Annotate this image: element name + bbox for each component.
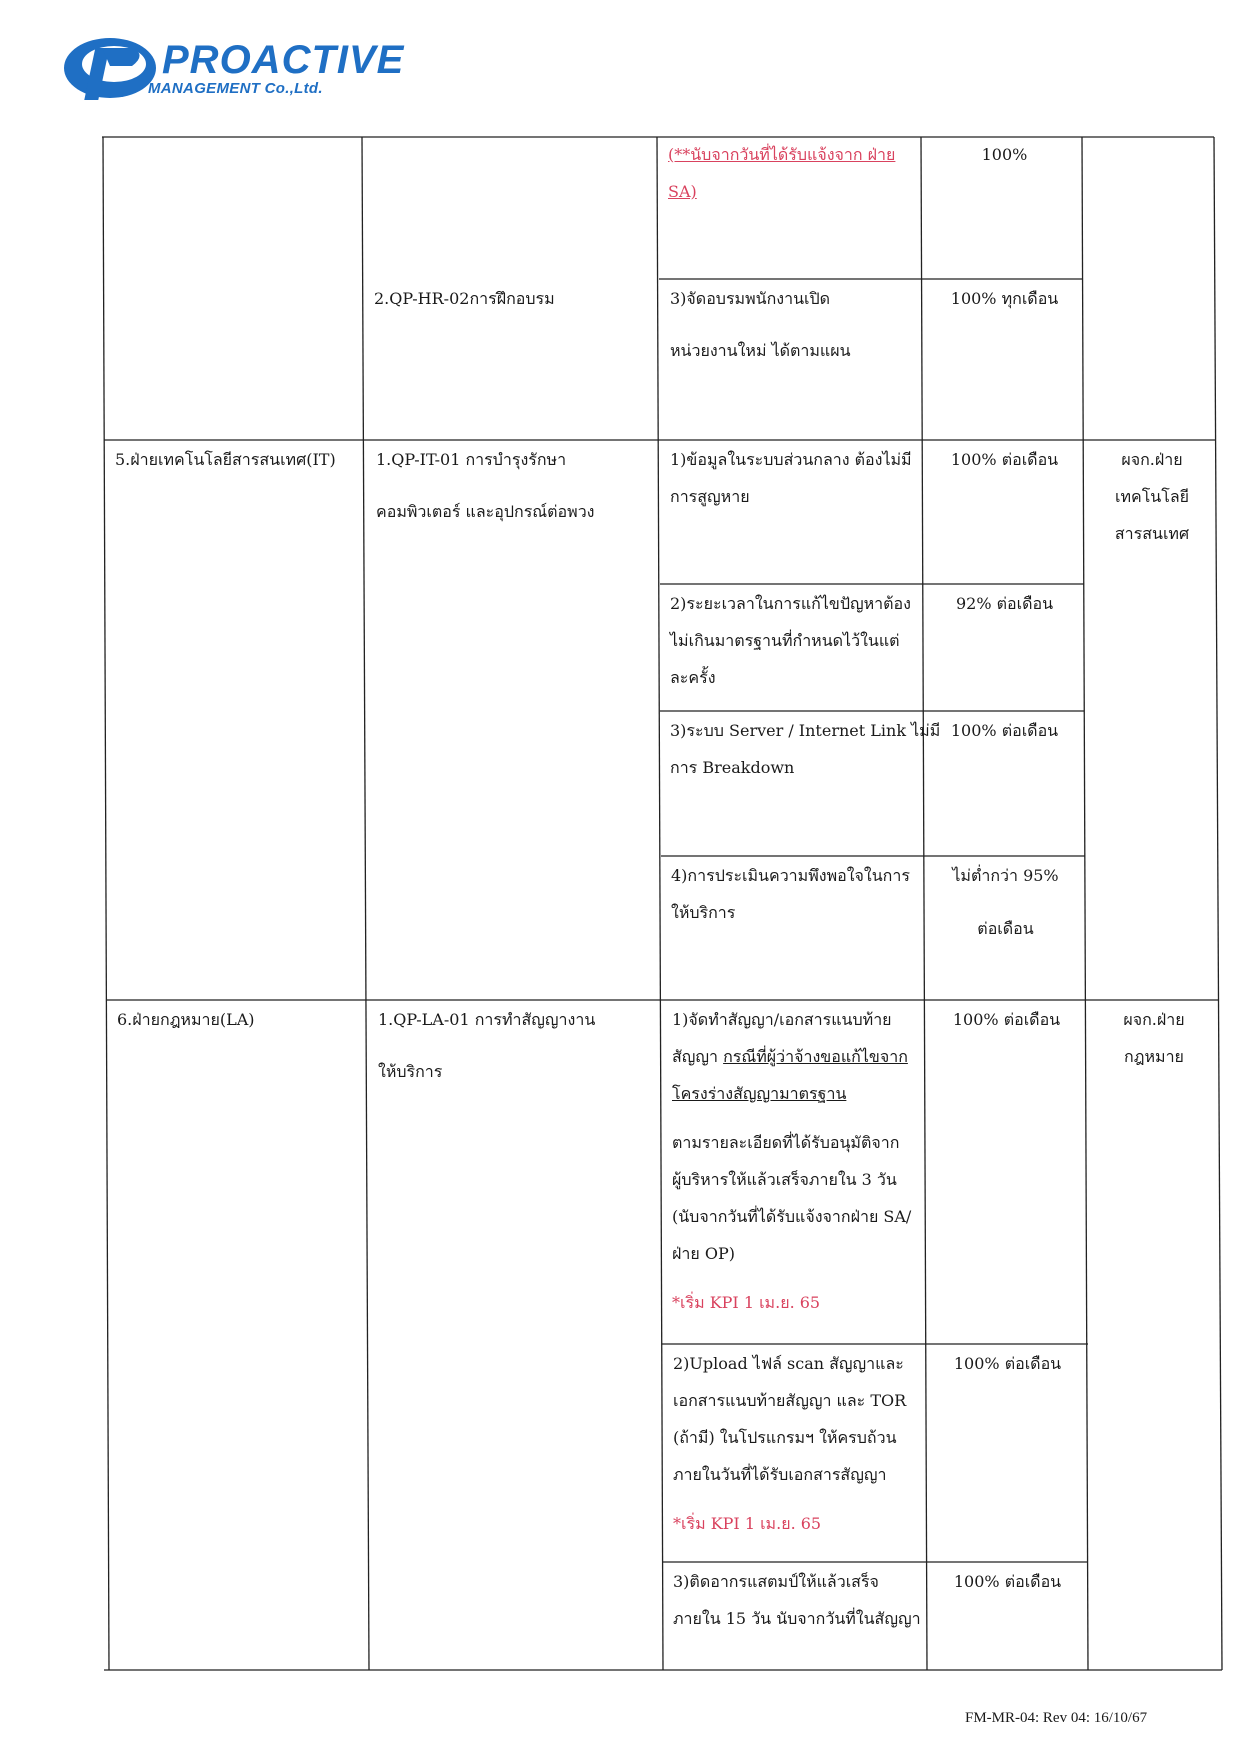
kpi-cell-la-2 [673,1345,906,1542]
kpi-start-note: *เริ่ม KPI 1 เม.ย. 65 [673,1514,822,1533]
kpi-text-line: ให้บริการ [671,903,736,922]
kpi-text-line: 1)ข้อมูลในระบบส่วนกลาง ต้องไม่มี [670,450,912,469]
owner-cell-la [1090,1001,1218,1075]
kpi-cell-it-2 [670,585,911,696]
kpi-text-line: โครงร่างสัญญามาตรฐาน [672,1084,847,1103]
procedure-cell-qp-hr-02 [374,280,555,317]
target-text: 100% ต่อเดือน [953,1572,1062,1591]
kpi-text-line: 4)การประเมินความพึงพอใจในการ [671,866,910,885]
target-cell [930,1345,1085,1382]
kpi-text-line: SA) [668,182,697,201]
department-text: 5.ฝ่ายเทคโนโลยีสารสนเทศ(IT) [115,450,336,469]
kpi-cell-sa-continuation [668,136,895,210]
kpi-cell-it-1 [670,441,912,515]
kpi-text-line: 3)ติดอากรแสตมป์ให้แล้วเสร็จ [673,1572,879,1591]
owner-cell-it [1088,441,1216,552]
kpi-text-line: 3)ระบบ Server / Internet Link ไม่มี [670,721,941,740]
owner-text: ผจก.ฝ่าย [1121,450,1183,469]
kpi-text-line: ไม่เกินมาตรฐานที่กำหนดไว้ในแต่ [670,631,900,650]
procedure-cell-qp-la-01 [378,1001,595,1090]
procedure-cell-qp-it-01 [376,441,594,530]
department-text: 6.ฝ่ายกฎหมาย(LA) [117,1010,255,1029]
target-cell [927,136,1082,173]
logo-subtitle: MANAGEMENT Co.,Ltd. [148,80,323,97]
target-text: 100% ต่อเดือน [953,1354,1062,1373]
kpi-text-line: (**นับจากวันที่ได้รับแจ้งจาก ฝ่าย [668,145,896,164]
kpi-cell-la-1 [672,1001,911,1321]
kpi-text-line: ละครั้ง [670,668,716,687]
kpi-text-line: เอกสารแนบท้ายสัญญา และ TOR [673,1391,907,1410]
kpi-text-line: ฝ่าย OP) [672,1244,735,1263]
target-cell [927,712,1082,749]
kpi-text-line: ผู้บริหารให้แล้วเสร็จภายใน 3 วัน [672,1170,897,1189]
target-text: ไม่ต่ำกว่า 95% [952,866,1059,885]
kpi-cell-it-4 [671,857,910,931]
target-cell [930,1563,1085,1600]
kpi-text-line: (ถ้ามี) ในโปรแกรมฯ ให้ครบถ้วน [673,1428,897,1447]
kpi-text-line: ภายในวันที่ได้รับเอกสารสัญญา [673,1465,887,1484]
kpi-text-line: 2)ระยะเวลาในการแก้ไขปัญหาต้อง [670,594,911,613]
kpi-cell-training [670,280,851,369]
kpi-text-line: 3)จัดอบรมพนักงานเปิด [670,289,831,308]
kpi-cell-it-3 [670,712,940,786]
target-cell [927,585,1082,622]
owner-text: สารสนเทศ [1114,524,1190,543]
kpi-text-line: การสูญหาย [670,487,750,506]
owner-text: กฎหมาย [1124,1047,1184,1066]
kpi-text-line: การ Breakdown [670,758,795,777]
target-text: 100% ต่อเดือน [950,721,1059,740]
kpi-text-line: ตามรายละเอียดที่ได้รับอนุมัติจาก [672,1133,900,1152]
target-text: 100% [981,145,1028,164]
kpi-text-line [672,1038,911,1075]
procedure-text: คอมพิวเตอร์ และอุปกรณ์ต่อพวง [376,502,595,521]
target-cell [929,1001,1084,1038]
kpi-cell-la-3 [673,1563,921,1637]
owner-text: ผจก.ฝ่าย [1123,1010,1185,1029]
target-text: 92% ต่อเดือน [955,594,1054,613]
procedure-text: 1.QP-LA-01 การทำสัญญางาน [378,1010,596,1029]
target-text: ต่อเดือน [977,919,1034,938]
department-cell-it [115,441,336,478]
kpi-text-line: ภายใน 15 วัน นับจากวันที่ในสัญญา [673,1609,921,1628]
target-text: 100% ทุกเดือน [950,289,1059,308]
kpi-text-underlined: กรณีที่ผู้ว่าจ้างขอแก้ไขจาก [723,1047,908,1066]
target-text: 100% ต่อเดือน [952,1010,1061,1029]
kpi-text-plain: สัญญา [672,1047,724,1066]
kpi-text-line: 2)Upload ไฟล์ scan สัญญาและ [673,1354,904,1373]
kpi-text-line: (นับจากวันที่ได้รับแจ้งจากฝ่าย SA/ [672,1207,912,1226]
kpi-text-line: 1)จัดทำสัญญา/เอกสารแนบท้าย [672,1010,892,1029]
target-cell [927,280,1082,317]
target-cell [927,441,1082,478]
target-cell [928,857,1083,947]
document-code-footer: FM-MR-04: Rev 04: 16/10/67 [965,1710,1148,1726]
kpi-start-note: *เริ่ม KPI 1 เม.ย. 65 [672,1293,821,1312]
procedure-text: ให้บริการ [378,1062,443,1081]
procedure-text: 1.QP-IT-01 การบำรุงรักษา [376,450,567,469]
procedure-text: 2.QP-HR-02การฝึกอบรม [374,289,555,308]
kpi-text-line: หน่วยงานใหม่ ได้ตามแผน [670,341,851,360]
logo-name: PROACTIVE [162,38,405,82]
target-text: 100% ต่อเดือน [950,450,1059,469]
department-cell-la [117,1001,255,1038]
owner-text: เทคโนโลยี [1114,487,1190,506]
